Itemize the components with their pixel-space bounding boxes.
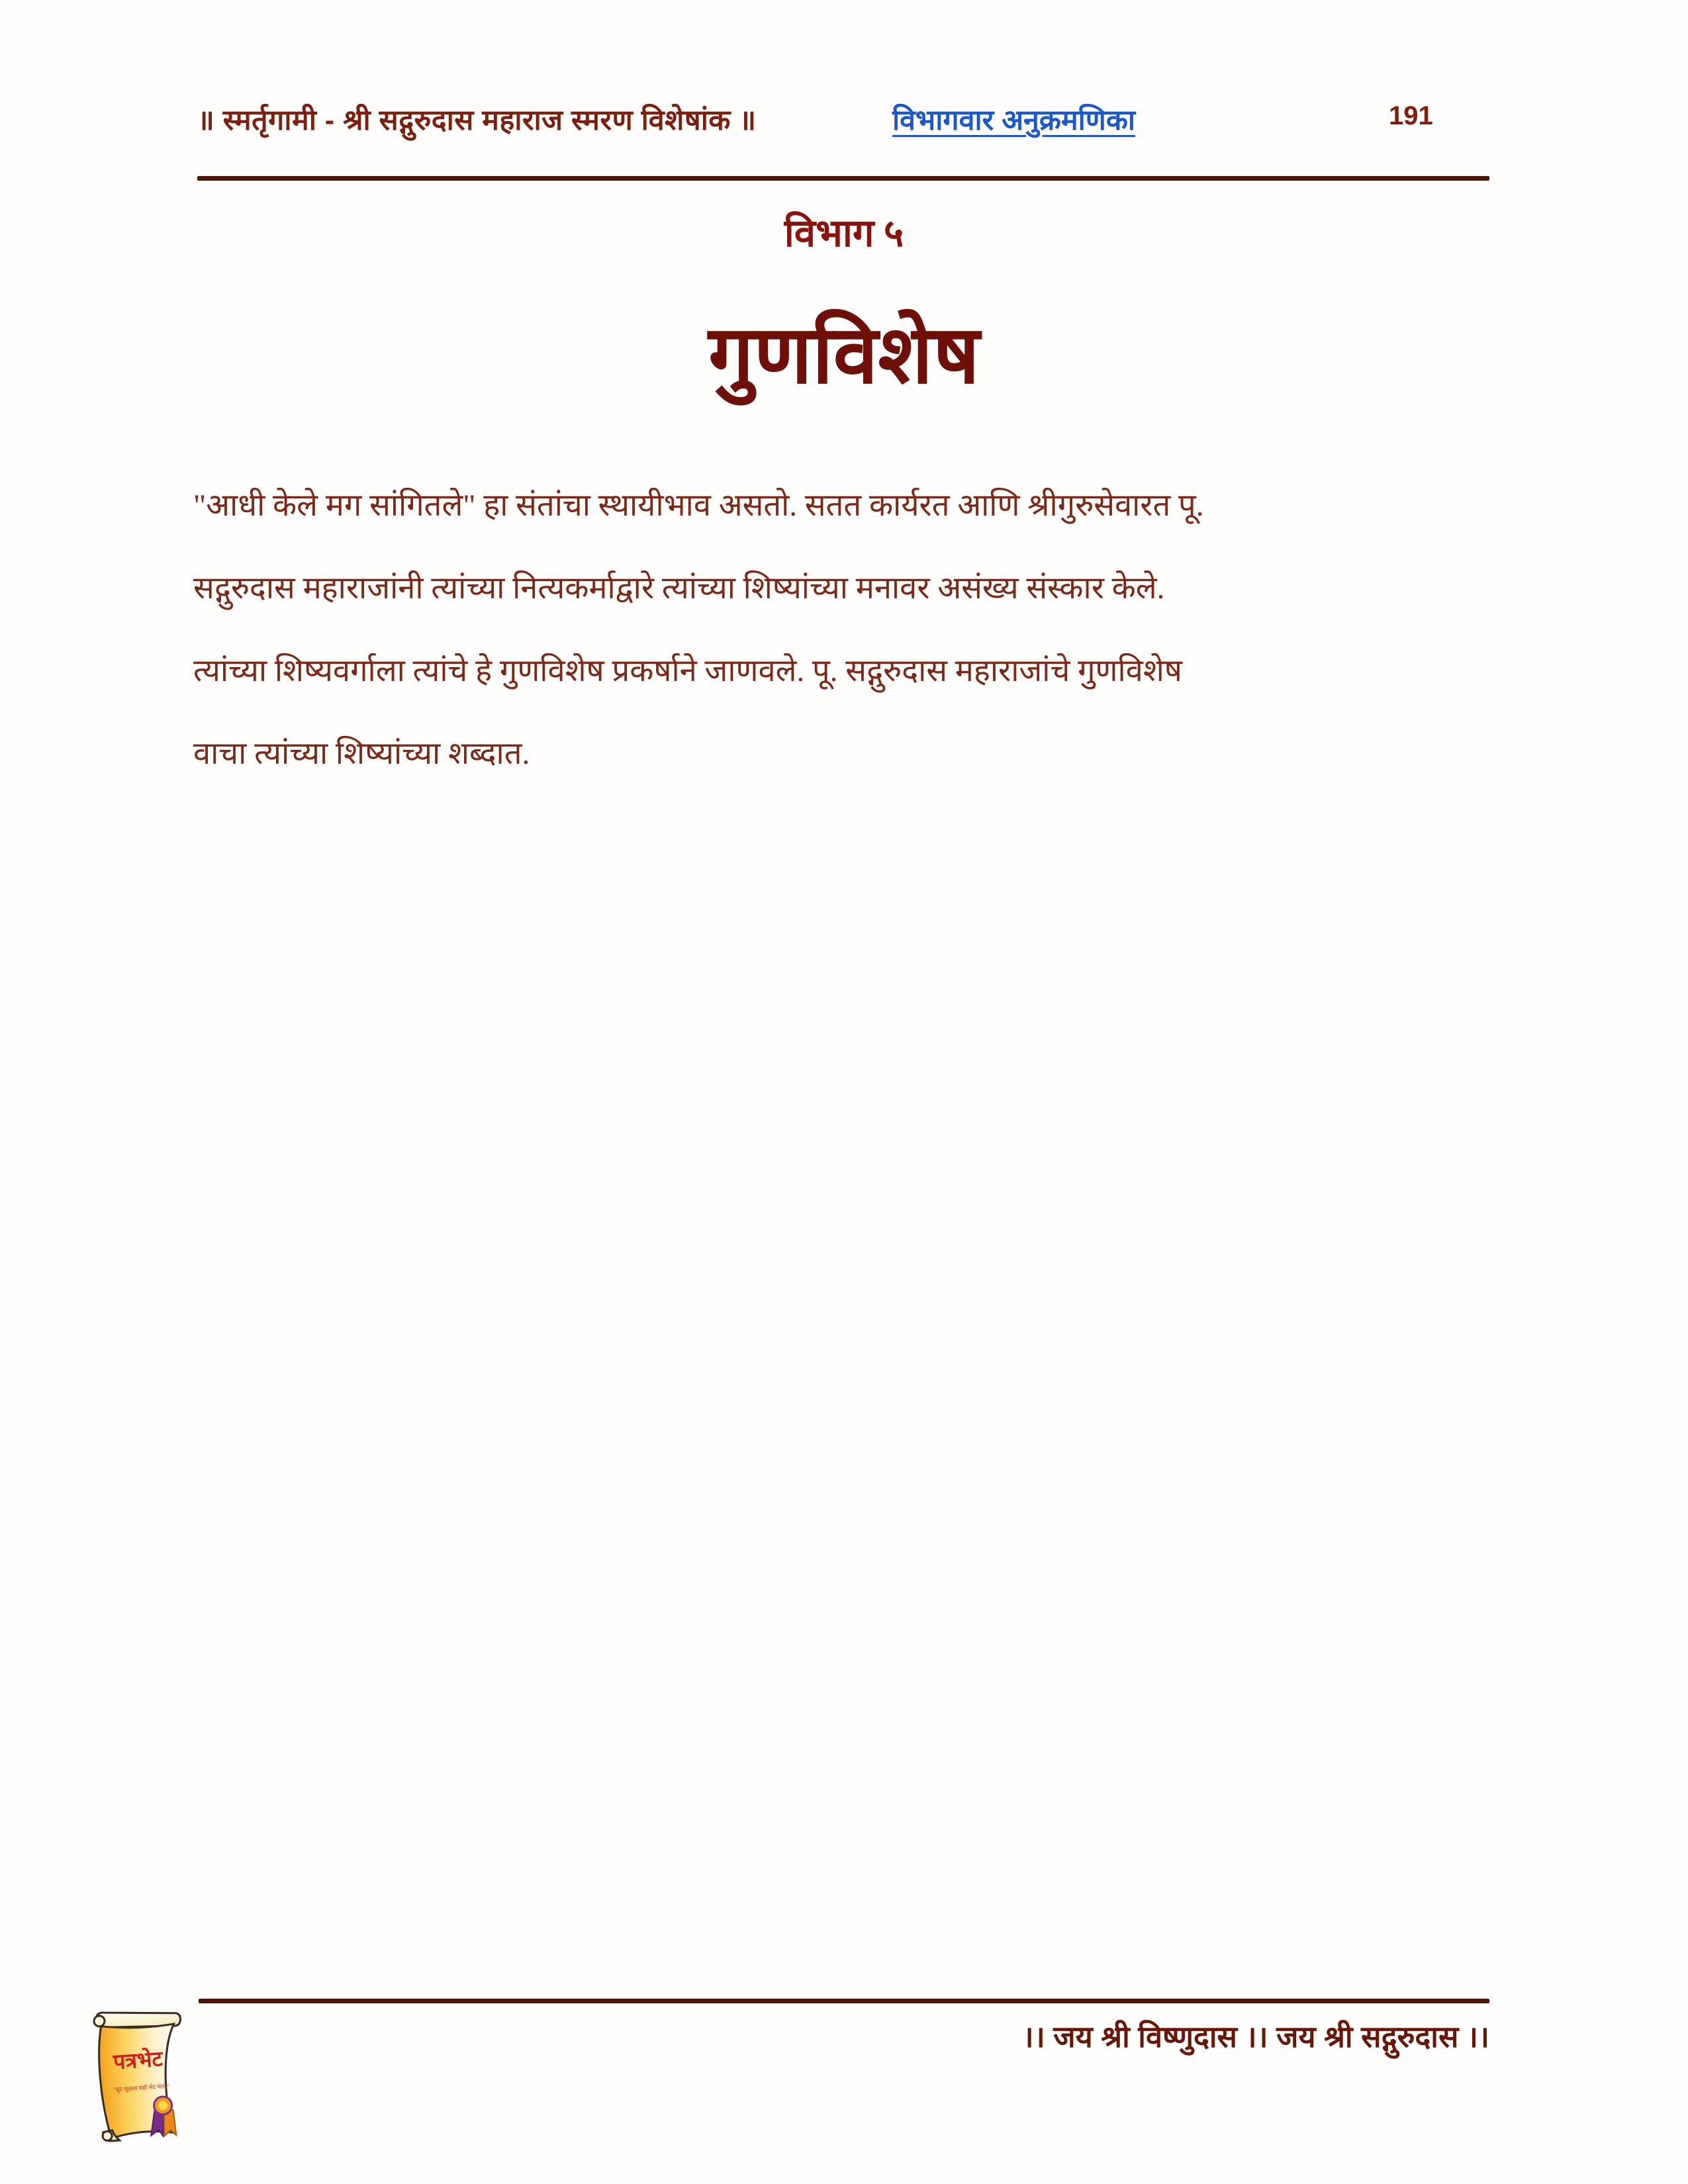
patrabhet-logo	[81, 2007, 195, 2147]
logo-tagline: "सूर जुळता घडो भेट मंतरे"	[113, 2082, 169, 2093]
body-paragraph	[193, 465, 1492, 796]
body-line: "आधी केले मग सांगितले" हा संतांचा स्थायीभाव असतो. सतत कार्यरत आणि श्रीगुरुसेवारत पू.	[193, 488, 1204, 523]
header-title: ॥ स्मर्तृगामी - श्री सद्गुरुदास महाराज स्मरण विशेषांक ॥	[197, 105, 757, 136]
scroll-icon	[93, 2007, 189, 2142]
page-title: गुणविशेष	[708, 311, 980, 400]
footer-blessing: ।। जय श्री विष्णुदास ।। जय श्री सद्गुरुदास ।।	[1022, 2020, 1489, 2054]
body-line: सद्गुरुदास महाराजांनी त्यांच्या नित्यकर्माद्वारे त्यांच्या शिष्यांच्या मनावर असंख्य संस्कार केले.	[193, 571, 1165, 606]
body-line: त्यांच्या शिष्यवर्गाला त्यांचे हे गुणविशेष प्रकर्षाने जाणवले. पू. सद्गुरुदास महाराजांचे गुणविशेष	[193, 654, 1182, 688]
footer-divider	[199, 1999, 1489, 2003]
page-number: 191	[1389, 101, 1433, 130]
header-divider	[197, 176, 1489, 181]
section-label: विभाग ५	[784, 212, 904, 255]
section-index-link[interactable]: विभागवार अनुक्रमणिका	[892, 105, 1136, 136]
logo-wordmark: पत्रभेट	[112, 2046, 164, 2074]
body-line: वाचा त्यांच्या शिष्यांच्या शब्दात.	[193, 737, 530, 771]
